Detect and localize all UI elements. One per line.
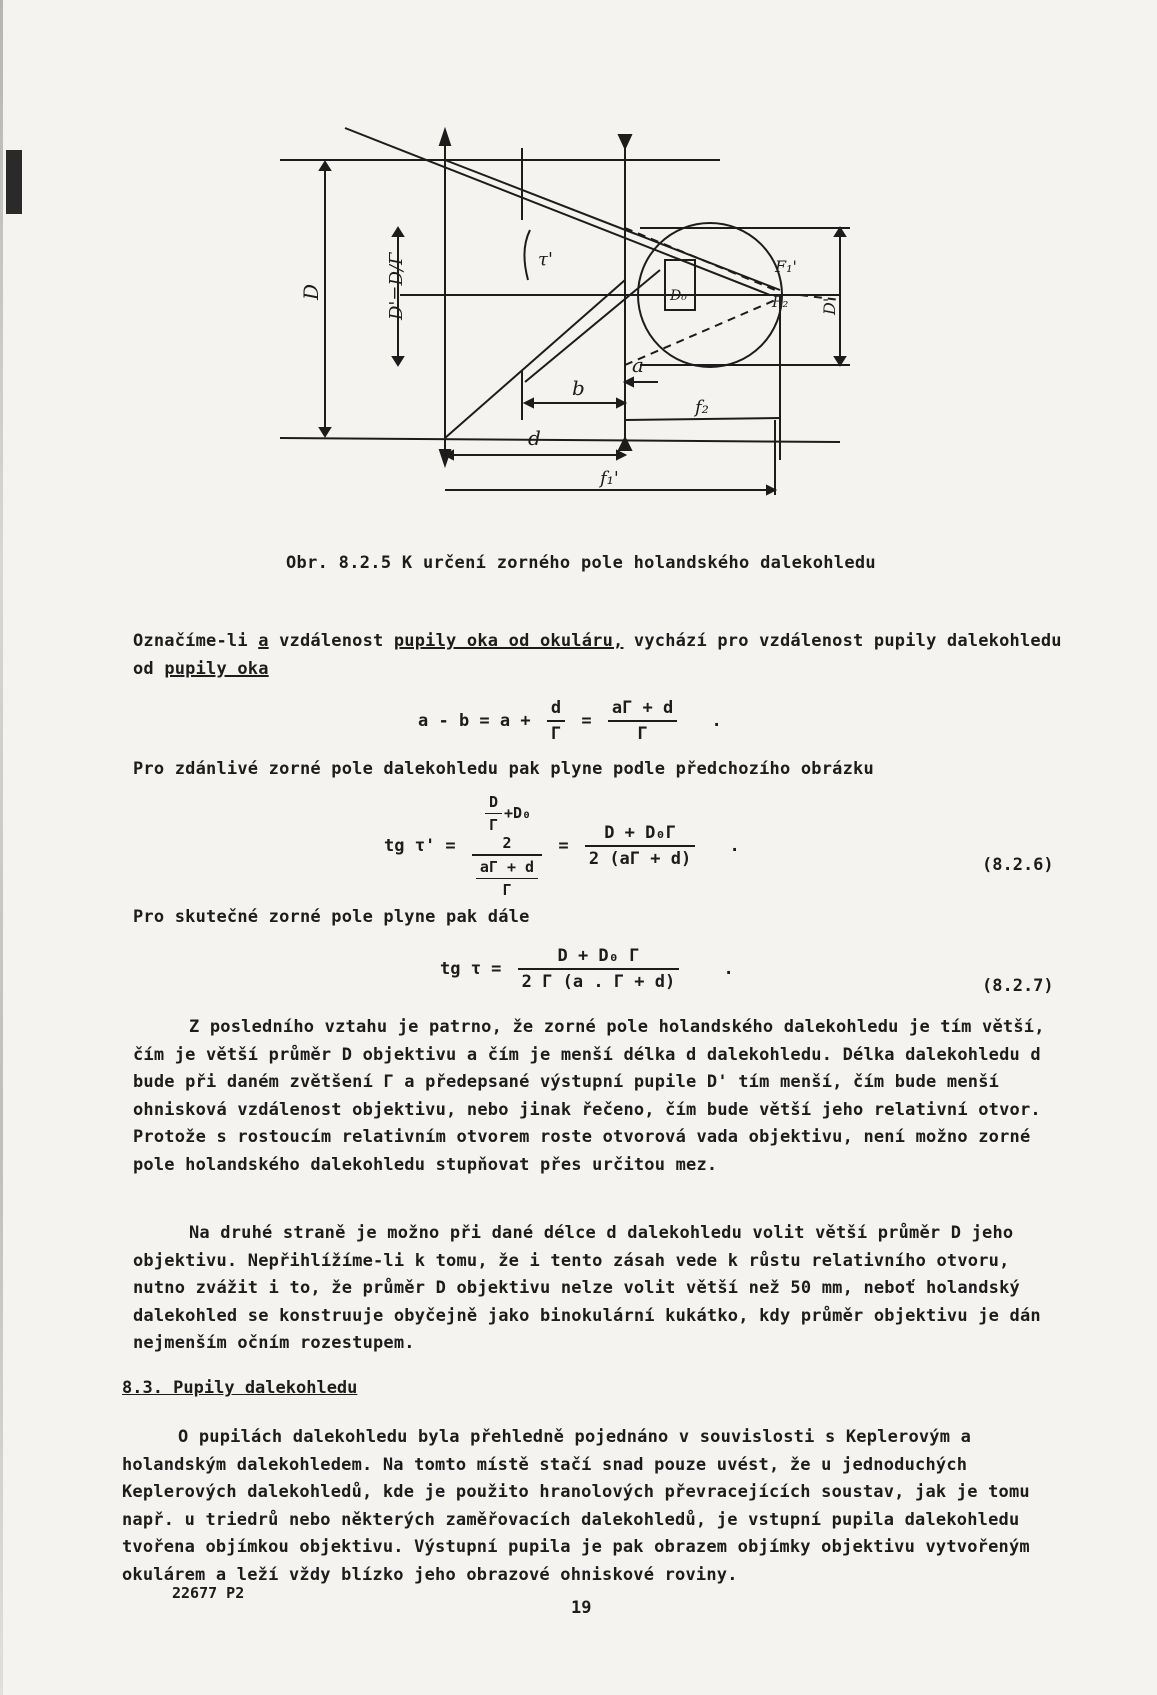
eq1-frac-1: $\frac{d}{\Gamma}$	[547, 698, 565, 744]
label-f2: f₂	[695, 397, 709, 418]
scan-binding-mark	[6, 150, 22, 214]
label-b: b	[572, 376, 585, 400]
ray-1	[345, 128, 770, 295]
footer-code: 22677 P2	[172, 1584, 245, 1602]
section-heading: 8.3. Pupily dalekohledu	[122, 1378, 358, 1398]
eq2-equals: =	[558, 836, 569, 856]
p1-suffix: vychází pro vzdálenost pupily dalekohledu od	[133, 631, 1062, 679]
p1-underlined: pupily oka od okuláru,	[393, 631, 624, 651]
eq3-lhs: tg τ =	[440, 959, 502, 979]
paragraph-3: Pro skutečné zorné pole plyne pak dále	[133, 907, 530, 927]
optical-diagram	[280, 120, 880, 540]
eq1-left: a - b = a +	[418, 711, 531, 731]
label-f1-prime: f₁'	[600, 468, 619, 489]
equation-2	[384, 793, 740, 899]
eq3-number: (8.2.7)	[982, 976, 1054, 996]
eq3-end: .	[723, 959, 734, 979]
label-D0: D₀	[670, 288, 687, 304]
label-a: a	[632, 353, 644, 377]
label-D: D	[299, 283, 323, 300]
eq2-end: .	[729, 836, 740, 856]
label-tau-prime: τ'	[538, 249, 553, 270]
eq1-end: .	[711, 711, 722, 731]
p1-prefix: Označíme-li	[133, 631, 259, 651]
eq2-lhs: tg τ' =	[384, 836, 456, 856]
bottom-ray-line	[280, 438, 840, 442]
paragraph-4: Z posledního vztahu je patrno, že zorné pole holandského dalekohledu je tím větší, čím je větší průměr D objektivu a čím je menší délka d dalekohledu. Délka dalekohledu d bude při daném zvětšení Γ a předepsané výstupní pupile D' tím menší, čím bude menší ohnisková vzdálenost objektivu, nebo jinak řečeno, čím bude větší jeho relativní otvor. Protože s rostoucím relativním otvorem roste otvorová vada objektivu, není možno zorné pole holandského dalekohledu stupňovat přes určitou mez.	[133, 1017, 1045, 1175]
label-d: d	[528, 426, 541, 450]
equation-3	[440, 946, 734, 992]
p1-middle: vzdálenost	[268, 631, 394, 651]
eq3-frac: $\frac{\text{D + D₀ Γ}}{2 \Gamma (a . \Gamma + d)}$	[518, 946, 680, 992]
paragraph-5: Na druhé straně je možno při dané délce d dalekohledu volit větší průměr D jeho objektivu. Nepřihlížíme-li k tomu, že i tento zásah vede k růstu relativního otvoru, nutno zvážit i to, že průměr D objektivu nelze volit větší než 50 mm, neboť holandský dalekohled se konstruuje obyčejně jako binokulární kukátko, kdy průměr objektivu je dán nejmenším očním rozestupem.	[133, 1223, 1041, 1353]
eq1-frac-2: $\frac{a\Gamma + d}{\Gamma}$	[608, 698, 677, 744]
p1-underlined2: pupily oka	[164, 658, 269, 679]
label-D-prime-eq: D'=D/Γ	[386, 252, 407, 320]
ray-3	[445, 280, 625, 438]
label-F2: F₂	[772, 293, 789, 311]
page-number: 19	[571, 1598, 592, 1618]
paragraph-2: Pro zdánlivé zorné pole dalekohledu pak plyne podle předchozího obrázku	[133, 759, 874, 779]
p1-a-var: a	[258, 631, 269, 651]
equation-1	[418, 698, 722, 744]
eq2-rhs-frac: $\frac{\text{D + D₀Γ}}{2 (a\Gamma + d)}$	[585, 823, 695, 869]
scan-edge	[0, 0, 3, 1695]
eq1-equals: =	[581, 711, 592, 731]
paragraph-6: O pupilách dalekohledu byla přehledně pojednáno v souvislosti s Keplerovým a holandským dalekohledem. Na tomto místě stačí snad pouze uvést, že u jednoduchých Keplerových dalekohledů, kde je použito hranolových převracejících soustav, jak je tomu např. u triedrů nebo některých zaměřovacích dalekohledů, je vstupní pupila dalekohledu tvořena objímkou objektivu. Výstupní pupila je pak obrazem objímky objektivu vytvořeným okulárem a leží vždy blízko jeho obrazové ohniskové roviny.	[122, 1427, 1030, 1585]
label-F1-prime: F₁'	[775, 257, 797, 276]
eq2-number: (8.2.6)	[982, 855, 1054, 875]
figure-caption: Obr. 8.2.5 K určení zorného pole holandského dalekohledu	[286, 553, 876, 573]
paragraph-1	[133, 628, 1063, 683]
eq2-compound-frac: $\frac{D}{\Gamma}$ +D₀ 2 $\frac{a\Gamma + d}{\Gamma}$	[472, 793, 542, 899]
label-D-prime: D'	[820, 297, 839, 315]
